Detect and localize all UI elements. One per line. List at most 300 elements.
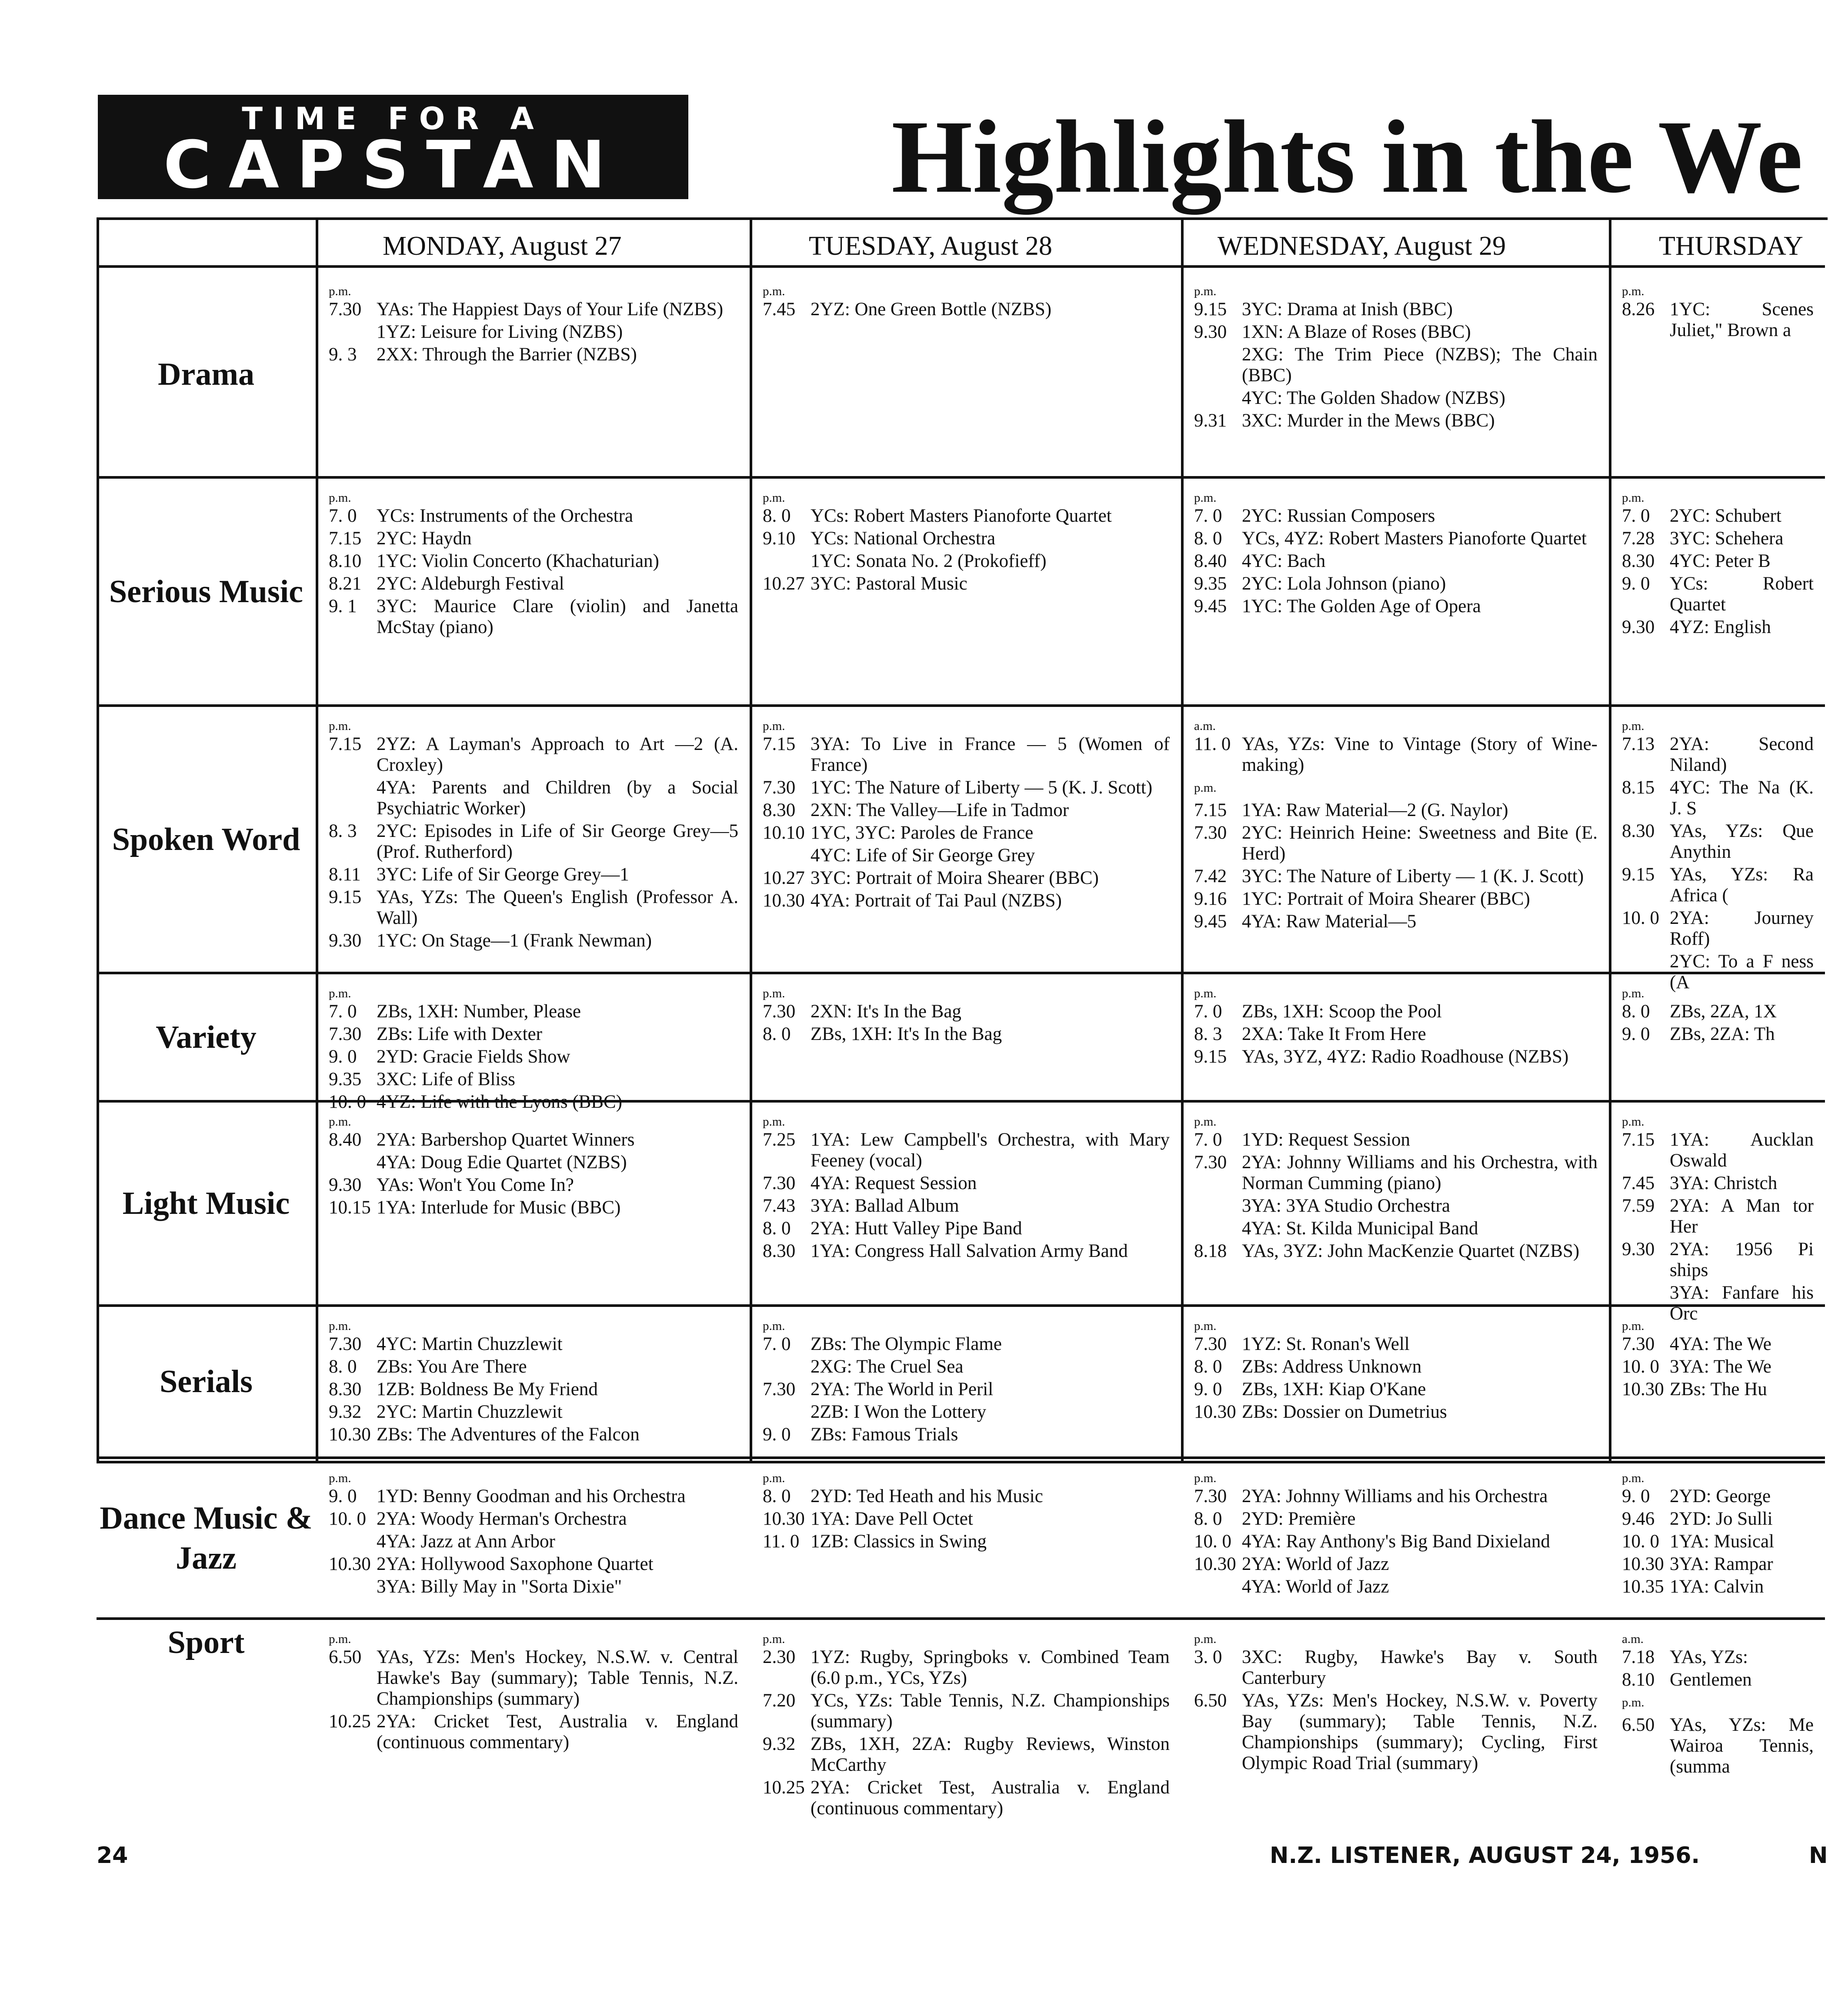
column-divider — [316, 217, 318, 1461]
programme-entry — [329, 1356, 738, 1377]
row-divider — [97, 704, 1825, 707]
period-label: p.m. — [329, 491, 351, 505]
programme-title: 1YA: Dave Pell Octet — [811, 1509, 973, 1529]
programme-time: 9. 0 — [1622, 573, 1650, 594]
schedule-cell — [1194, 1114, 1598, 1297]
period-label: p.m. — [329, 1632, 351, 1646]
programme-time: 7.15 — [329, 734, 362, 754]
programme-title: 2YA: Cricket Test, Australia v. England (continuous commentary) — [811, 1777, 1170, 1819]
programme-title: 2YD: George — [1670, 1486, 1771, 1506]
programme-entry — [1194, 1531, 1598, 1552]
programme-time: 9.15 — [1622, 864, 1655, 885]
programme-entry — [329, 930, 738, 951]
programme-entry — [1622, 1379, 1814, 1400]
programme-time: 9.30 — [329, 930, 362, 951]
programme-entry — [1194, 1130, 1598, 1150]
schedule-cell — [763, 718, 1170, 965]
programme-entry — [1194, 528, 1598, 549]
programme-title: 4YC: The Na (K. J. S — [1670, 777, 1814, 819]
programme-entry — [1622, 1486, 1814, 1507]
programme-time: 9.35 — [329, 1069, 362, 1090]
programme-title: 2YA: Second Niland) — [1670, 734, 1814, 775]
programme-title: 2YA: Woody Herman's Orchestra — [377, 1509, 627, 1529]
programme-entry — [763, 551, 1170, 572]
programme-time: p.m. — [1194, 781, 1217, 795]
programme-entry — [329, 1531, 738, 1552]
programme-time: 7.25 — [763, 1130, 796, 1150]
programme-title: 3XC: Rugby, Hawke's Bay v. South Canterbury — [1242, 1647, 1598, 1688]
programme-entry — [1622, 908, 1814, 950]
programme-time: 7. 0 — [1194, 506, 1222, 526]
programme-time: 7.15 — [763, 734, 796, 754]
programme-entry — [1622, 506, 1814, 526]
schedule-cell — [1622, 1318, 1814, 1450]
programme-time: 9.16 — [1194, 889, 1227, 909]
programme-title: 3YA: Fanfare his Orc — [1670, 1283, 1814, 1324]
programme-time: 11. 0 — [1194, 734, 1231, 754]
programme-entry — [1622, 1692, 1814, 1713]
schedule-cell — [1622, 1114, 1814, 1324]
programme-time: 8.11 — [329, 864, 361, 885]
programme-time: 8.15 — [1622, 777, 1655, 798]
programme-title: YCs, YZs: Table Tennis, N.Z. Championships (summary) — [811, 1690, 1170, 1732]
programme-title: 4YC: Peter B — [1670, 551, 1771, 571]
category-label: Serious Music — [109, 573, 304, 610]
period-label: p.m. — [763, 491, 785, 505]
programme-time: 7.30 — [1622, 1334, 1655, 1354]
programme-title: 1YD: Benny Goodman and his Orchestra — [377, 1486, 686, 1506]
schedule-cell — [329, 1470, 738, 1610]
period-label: p.m. — [763, 719, 785, 733]
programme-entry — [1622, 1669, 1814, 1690]
programme-entry — [329, 1424, 738, 1445]
schedule-cell — [763, 1114, 1170, 1297]
programme-time: 7.15 — [329, 528, 362, 549]
period-label: p.m. — [763, 1115, 785, 1129]
programme-time — [329, 322, 377, 343]
programme-entry — [763, 1531, 1170, 1552]
programme-time: 9.35 — [1194, 573, 1227, 594]
programme-title: 4YA: Raw Material—5 — [1242, 911, 1417, 932]
programme-time: 7.43 — [763, 1196, 796, 1216]
programme-title: 1YZ: Rugby, Springboks v. Combined Team (6.0 p.m., YCs, YZs) — [811, 1647, 1170, 1688]
category-label: Serials — [160, 1364, 253, 1400]
programme-time — [763, 1356, 811, 1377]
programme-title: 2XG: The Cruel Sea — [811, 1356, 964, 1377]
period-label: p.m. — [1622, 719, 1645, 733]
programme-time: 10. 0 — [1622, 1531, 1659, 1552]
programme-entry — [1194, 866, 1598, 887]
column-divider — [1181, 217, 1184, 1461]
programme-entry — [763, 1001, 1170, 1022]
advert-line-2: CAPSTAN — [163, 127, 623, 203]
period-label: p.m. — [1622, 986, 1645, 1000]
period-label: p.m. — [763, 1471, 785, 1485]
programme-title: 2YA: Barbershop Quartet Winners — [377, 1130, 635, 1150]
programme-entry — [763, 1218, 1170, 1239]
footer-edge: N — [1809, 1843, 1828, 1869]
programme-entry — [1622, 1196, 1814, 1237]
schedule-cell — [1194, 1318, 1598, 1450]
programme-time: 8.26 — [1622, 299, 1655, 320]
programme-time: 9.10 — [763, 528, 796, 549]
programme-entry — [1622, 1173, 1814, 1194]
programme-entry — [329, 299, 738, 320]
schedule-cell — [329, 490, 738, 697]
programme-entry — [329, 1554, 738, 1575]
programme-title: ZBs, 2ZA: Th — [1670, 1024, 1775, 1044]
period-label: p.m. — [1622, 1319, 1645, 1333]
programme-entry — [1194, 1647, 1598, 1689]
programme-time: 7.30 — [1194, 823, 1227, 843]
programme-entry — [763, 845, 1170, 866]
programme-entry — [329, 1402, 738, 1423]
programme-title: 1YZ: St. Ronan's Well — [1242, 1334, 1410, 1354]
programme-entry — [763, 777, 1170, 798]
programme-title: ZBs: Famous Trials — [811, 1424, 958, 1445]
programme-entry — [1622, 1239, 1814, 1281]
schedule-cell — [1194, 1631, 1598, 1776]
programme-entry — [763, 1777, 1170, 1819]
programme-title: YAs, YZs: The Queen's English (Professor A. Wall) — [377, 887, 738, 928]
programme-time: 7.59 — [1622, 1196, 1655, 1216]
period-label: p.m. — [329, 1115, 351, 1129]
schedule-cell — [329, 718, 738, 965]
programme-entry — [329, 344, 738, 365]
programme-time: 6.50 — [1194, 1690, 1227, 1711]
programme-title: 1ZB: Boldness Be My Friend — [377, 1379, 598, 1400]
programme-time: 10.10 — [763, 823, 805, 843]
programme-time: 10.27 — [763, 868, 805, 888]
programme-entry — [329, 1130, 738, 1150]
programme-title: 4YC: The Golden Shadow (NZBS) — [1242, 388, 1505, 408]
programme-title: 3YC: Maurice Clare (violin) and Janetta McStay (piano) — [377, 596, 738, 637]
programme-title: 4YZ: English — [1670, 617, 1771, 637]
programme-time: 7.13 — [1622, 734, 1655, 754]
column-monday: MONDAY, August 27 — [383, 231, 622, 261]
page-title: Highlights in the We — [891, 99, 1803, 214]
programme-entry — [329, 1379, 738, 1400]
schedule-cell — [329, 1318, 738, 1450]
programme-entry — [763, 1173, 1170, 1194]
period-label: p.m. — [763, 284, 785, 298]
programme-entry — [329, 1069, 738, 1090]
programme-title: 2YA: Cricket Test, Australia v. England (continuous commentary) — [377, 1711, 738, 1753]
schedule-cell — [763, 283, 1170, 469]
programme-title: 2YA: Journey Roff) — [1670, 908, 1814, 949]
programme-title: 3XC: Life of Bliss — [377, 1069, 515, 1090]
schedule-cell — [763, 1318, 1170, 1450]
column-divider — [750, 217, 752, 1461]
programme-title: 4YA: World of Jazz — [1242, 1576, 1389, 1597]
programme-time — [763, 845, 811, 866]
programme-time: 9. 0 — [763, 1424, 791, 1445]
programme-entry — [329, 1152, 738, 1173]
programme-entry — [1622, 1715, 1814, 1777]
programme-entry — [329, 821, 738, 863]
programme-time: 9.32 — [763, 1734, 796, 1754]
programme-title: 1YA: Musical — [1670, 1531, 1775, 1552]
programme-time — [329, 777, 377, 819]
programme-entry — [1194, 1356, 1598, 1377]
period-label: p.m. — [329, 719, 351, 733]
programme-time: 8. 0 — [1194, 1356, 1222, 1377]
schedule-cell — [763, 986, 1170, 1093]
column-tuesday: TUESDAY, August 28 — [809, 231, 1052, 261]
programme-title: 4YA: The We — [1670, 1334, 1771, 1354]
programme-title: 3YC: Life of Sir George Grey—1 — [377, 864, 629, 885]
programme-entry — [763, 1734, 1170, 1776]
programme-entry — [1194, 299, 1598, 320]
programme-entry — [1622, 734, 1814, 776]
programme-entry — [1194, 1690, 1598, 1774]
period-label: p.m. — [1622, 491, 1645, 505]
programme-title: 2XX: Through the Barrier (NZBS) — [377, 344, 637, 365]
programme-title: 2YC: Heinrich Heine: Sweetness and Bite (E. Herd) — [1242, 823, 1598, 864]
programme-time: 8.21 — [329, 573, 362, 594]
programme-title: 3YC: Portrait of Moira Shearer (BBC) — [811, 868, 1099, 888]
programme-time — [763, 551, 811, 572]
programme-title: 2YD: Jo Sulli — [1670, 1509, 1773, 1529]
programme-entry — [1622, 617, 1814, 638]
programme-entry — [1194, 1402, 1598, 1423]
schedule-cell — [1194, 986, 1598, 1093]
programme-time: 7.30 — [1194, 1486, 1227, 1506]
column-wednesday: WEDNESDAY, August 29 — [1218, 231, 1506, 261]
programme-entry — [329, 1576, 738, 1597]
period-label: p.m. — [1194, 284, 1217, 298]
programme-time: 7. 0 — [1194, 1001, 1222, 1022]
row-divider — [97, 476, 1825, 479]
programme-entry — [1194, 1486, 1598, 1507]
programme-time: 7. 0 — [329, 1001, 357, 1022]
programme-time: 7.20 — [763, 1690, 796, 1711]
programme-time — [763, 1402, 811, 1423]
programme-time: 2.30 — [763, 1647, 796, 1667]
programme-title: 2YD: Première — [1242, 1509, 1356, 1529]
programme-title: YAs, YZs: Ra Africa ( — [1670, 864, 1814, 906]
programme-entry — [1194, 1509, 1598, 1529]
programme-entry — [763, 868, 1170, 889]
schedule-cell — [1622, 283, 1814, 469]
programme-entry — [329, 1092, 738, 1113]
programme-time: 7.30 — [763, 777, 796, 798]
programme-entry — [1194, 1554, 1598, 1575]
programme-title: 2YC: Schubert — [1670, 506, 1781, 526]
programme-time: 6.50 — [329, 1647, 362, 1667]
programme-title: 1YA: Lew Campbell's Orchestra, with Mary Feeney (vocal) — [811, 1130, 1170, 1171]
programme-time: 9.30 — [1622, 617, 1655, 637]
programme-time: 7.30 — [763, 1173, 796, 1193]
programme-title: 1YA: Calvin — [1670, 1576, 1764, 1597]
programme-time: 9. 3 — [329, 344, 357, 365]
programme-title: 1YC: On Stage—1 (Frank Newman) — [377, 930, 652, 951]
programme-time: 7.30 — [329, 1334, 362, 1354]
period-label: p.m. — [1194, 1115, 1217, 1129]
category-label: Sport — [167, 1625, 245, 1660]
publication-line: N.Z. LISTENER, AUGUST 24, 1956. — [1270, 1843, 1700, 1869]
programme-title: 1YC: The Golden Age of Opera — [1242, 596, 1481, 616]
programme-title: 3YA: Billy May in "Sorta Dixie" — [377, 1576, 622, 1597]
programme-entry — [1194, 777, 1598, 798]
programme-time: 8. 0 — [1622, 1001, 1650, 1022]
programme-time: 8.40 — [1194, 551, 1227, 571]
programme-title: YAs, YZs: — [1670, 1647, 1748, 1667]
programme-title: 4YA: Parents and Children (by a Social Psychiatric Worker) — [377, 777, 738, 819]
programme-title: 4YZ: Life with the Lyons (BBC) — [377, 1092, 622, 1112]
programme-entry — [1194, 506, 1598, 526]
programme-time: 7. 0 — [763, 1334, 791, 1354]
programme-entry — [1194, 1218, 1598, 1239]
programme-title: YAs, 3YZ, 4YZ: Radio Roadhouse (NZBS) — [1242, 1046, 1569, 1067]
programme-entry — [763, 734, 1170, 776]
programme-time: 3. 0 — [1194, 1647, 1222, 1667]
programme-time: 11. 0 — [763, 1531, 800, 1552]
programme-time: 8. 0 — [329, 1356, 357, 1377]
programme-time: 9. 0 — [1622, 1024, 1650, 1044]
programme-time: 10.30 — [1194, 1554, 1236, 1574]
programme-entry — [329, 1046, 738, 1067]
programme-title: ZBs: The Olympic Flame — [811, 1334, 1002, 1354]
schedule-cell — [329, 1631, 738, 1755]
programme-time: 7.30 — [1194, 1152, 1227, 1173]
programme-time: 7. 0 — [1194, 1130, 1222, 1150]
period-label: p.m. — [329, 986, 351, 1000]
schedule-cell — [329, 283, 738, 469]
period-label: p.m. — [1194, 986, 1217, 1000]
programme-title: YAs, YZs: Men's Hockey, N.S.W. v. Poverty Bay (summary); Table Tennis, N.Z. Championships (summary); Cycling, First Olympic Road Trial (summary) — [1242, 1690, 1598, 1773]
programme-entry — [763, 1424, 1170, 1445]
programme-title: 2YC: Lola Johnson (piano) — [1242, 573, 1446, 594]
programme-time: 7.30 — [329, 1024, 362, 1044]
programme-title: 2YZ: A Layman's Approach to Art —2 (A. Croxley) — [377, 734, 738, 775]
programme-time: 9.15 — [329, 887, 362, 907]
programme-title: ZBs, 1XH: Scoop the Pool — [1242, 1001, 1442, 1022]
programme-entry — [329, 1024, 738, 1045]
programme-title: ZBs: Life with Dexter — [377, 1024, 542, 1044]
programme-time: 8. 3 — [1194, 1024, 1222, 1044]
programme-time: 10.30 — [763, 1509, 805, 1529]
column-divider — [1609, 217, 1611, 1461]
programme-entry — [1194, 1334, 1598, 1355]
programme-title: ZBs: The Hu — [1670, 1379, 1767, 1400]
programme-time: 7.30 — [763, 1001, 796, 1022]
programme-title: YAs: The Happiest Days of Your Life (NZBS) — [377, 299, 724, 320]
programme-entry — [1622, 528, 1814, 549]
period-label: p.m. — [1194, 1632, 1217, 1646]
schedule-cell — [763, 1470, 1170, 1610]
programme-title: 4YA: Request Session — [811, 1173, 977, 1193]
programme-time: 8.30 — [763, 1241, 796, 1261]
programme-time: 9. 1 — [329, 596, 357, 616]
programme-time: 9.31 — [1194, 410, 1227, 431]
programme-entry — [329, 551, 738, 572]
programme-time: 7.30 — [329, 299, 362, 320]
programme-title: ZBs: Dossier on Dumetrius — [1242, 1402, 1447, 1422]
programme-title: ZBs, 1XH: Kiap O'Kane — [1242, 1379, 1426, 1400]
programme-title: 3YA: To Live in France — 5 (Women of France) — [811, 734, 1170, 775]
programme-title — [1670, 1692, 1814, 1713]
programme-title: YCs, 4YZ: Robert Masters Pianoforte Quartet — [1242, 528, 1587, 549]
programme-entry — [1194, 734, 1598, 776]
programme-entry — [1194, 322, 1598, 343]
programme-time: 9.30 — [1194, 322, 1227, 342]
programme-title: 4YC: Martin Chuzzlewit — [377, 1334, 563, 1354]
programme-title: 1YA: Interlude for Music (BBC) — [377, 1197, 621, 1218]
schedule-cell — [763, 490, 1170, 697]
period-label: p.m. — [329, 1319, 351, 1333]
programme-time — [1194, 388, 1242, 409]
programme-title: 1YC: Portrait of Moira Shearer (BBC) — [1242, 889, 1530, 909]
programme-entry — [763, 299, 1170, 320]
programme-title: 3YC: Schehera — [1670, 528, 1784, 549]
programme-title: ZBs: Address Unknown — [1242, 1356, 1422, 1377]
programme-time: 8. 0 — [763, 1218, 791, 1239]
programme-title: 4YC: Life of Sir George Grey — [811, 845, 1035, 866]
programme-entry — [329, 573, 738, 594]
programme-entry — [329, 528, 738, 549]
programme-time: 8.30 — [329, 1379, 362, 1400]
schedule-cell — [1622, 1470, 1814, 1610]
programme-entry — [1622, 1130, 1814, 1171]
programme-time: 7.42 — [1194, 866, 1227, 886]
programme-time: 8. 0 — [763, 1024, 791, 1044]
programme-entry — [763, 1196, 1170, 1216]
programme-title: 3YC: The Nature of Liberty — 1 (K. J. Scott) — [1242, 866, 1584, 886]
programme-title: 2YA: Johnny Williams and his Orchestra, with Norman Cumming (piano) — [1242, 1152, 1598, 1193]
programme-title: 2YC: Haydn — [377, 528, 472, 549]
programme-title: YAs: Won't You Come In? — [377, 1175, 574, 1195]
programme-time: 8.30 — [763, 800, 796, 820]
programme-entry — [329, 864, 738, 885]
programme-entry — [763, 1486, 1170, 1507]
programme-entry — [329, 1334, 738, 1355]
programme-time: 10.30 — [763, 890, 805, 911]
programme-title: 1XN: A Blaze of Roses (BBC) — [1242, 322, 1471, 342]
programme-title: YCs: National Orchestra — [811, 528, 996, 549]
programme-entry — [763, 1356, 1170, 1377]
programme-title: 3YA: 3YA Studio Orchestra — [1242, 1196, 1450, 1216]
programme-time: 10.30 — [329, 1554, 371, 1574]
programme-title: YAs, 3YZ: John MacKenzie Quartet (NZBS) — [1242, 1241, 1580, 1261]
programme-title: 2YC: Martin Chuzzlewit — [377, 1402, 563, 1422]
programme-title: YCs: Robert Masters Pianoforte Quartet — [811, 506, 1112, 526]
period-label: p.m. — [329, 284, 351, 298]
schedule-cell — [329, 1114, 738, 1297]
programme-entry — [1194, 344, 1598, 386]
programme-title: ZBs, 1XH, 2ZA: Rugby Reviews, Winston McCarthy — [811, 1734, 1170, 1775]
programme-time: 9.30 — [329, 1175, 362, 1195]
period-label: p.m. — [1622, 1115, 1645, 1129]
programme-title: 4YC: Bach — [1242, 551, 1326, 571]
programme-time: 10. 0 — [329, 1092, 366, 1112]
programme-time: 7.45 — [763, 299, 796, 320]
period-label: p.m. — [1622, 284, 1645, 298]
programme-title: 2YC: Aldeburgh Festival — [377, 573, 564, 594]
programme-entry — [1622, 1554, 1814, 1575]
programme-title: 1YC: The Nature of Liberty — 5 (K. J. Scott) — [811, 777, 1153, 798]
programme-time: 7.15 — [1622, 1130, 1655, 1150]
category-label: Spoken Word — [112, 821, 300, 857]
programme-time: 9.45 — [1194, 911, 1227, 932]
period-label: p.m. — [1622, 1471, 1645, 1485]
programme-title: 4YA: Portrait of Tai Paul (NZBS) — [811, 890, 1062, 911]
programme-time: 8. 3 — [329, 821, 357, 841]
programme-entry — [1622, 1509, 1814, 1529]
programme-title: Gentlemen — [1670, 1669, 1752, 1690]
programme-time: 8. 0 — [763, 506, 791, 526]
programme-entry — [763, 1690, 1170, 1732]
